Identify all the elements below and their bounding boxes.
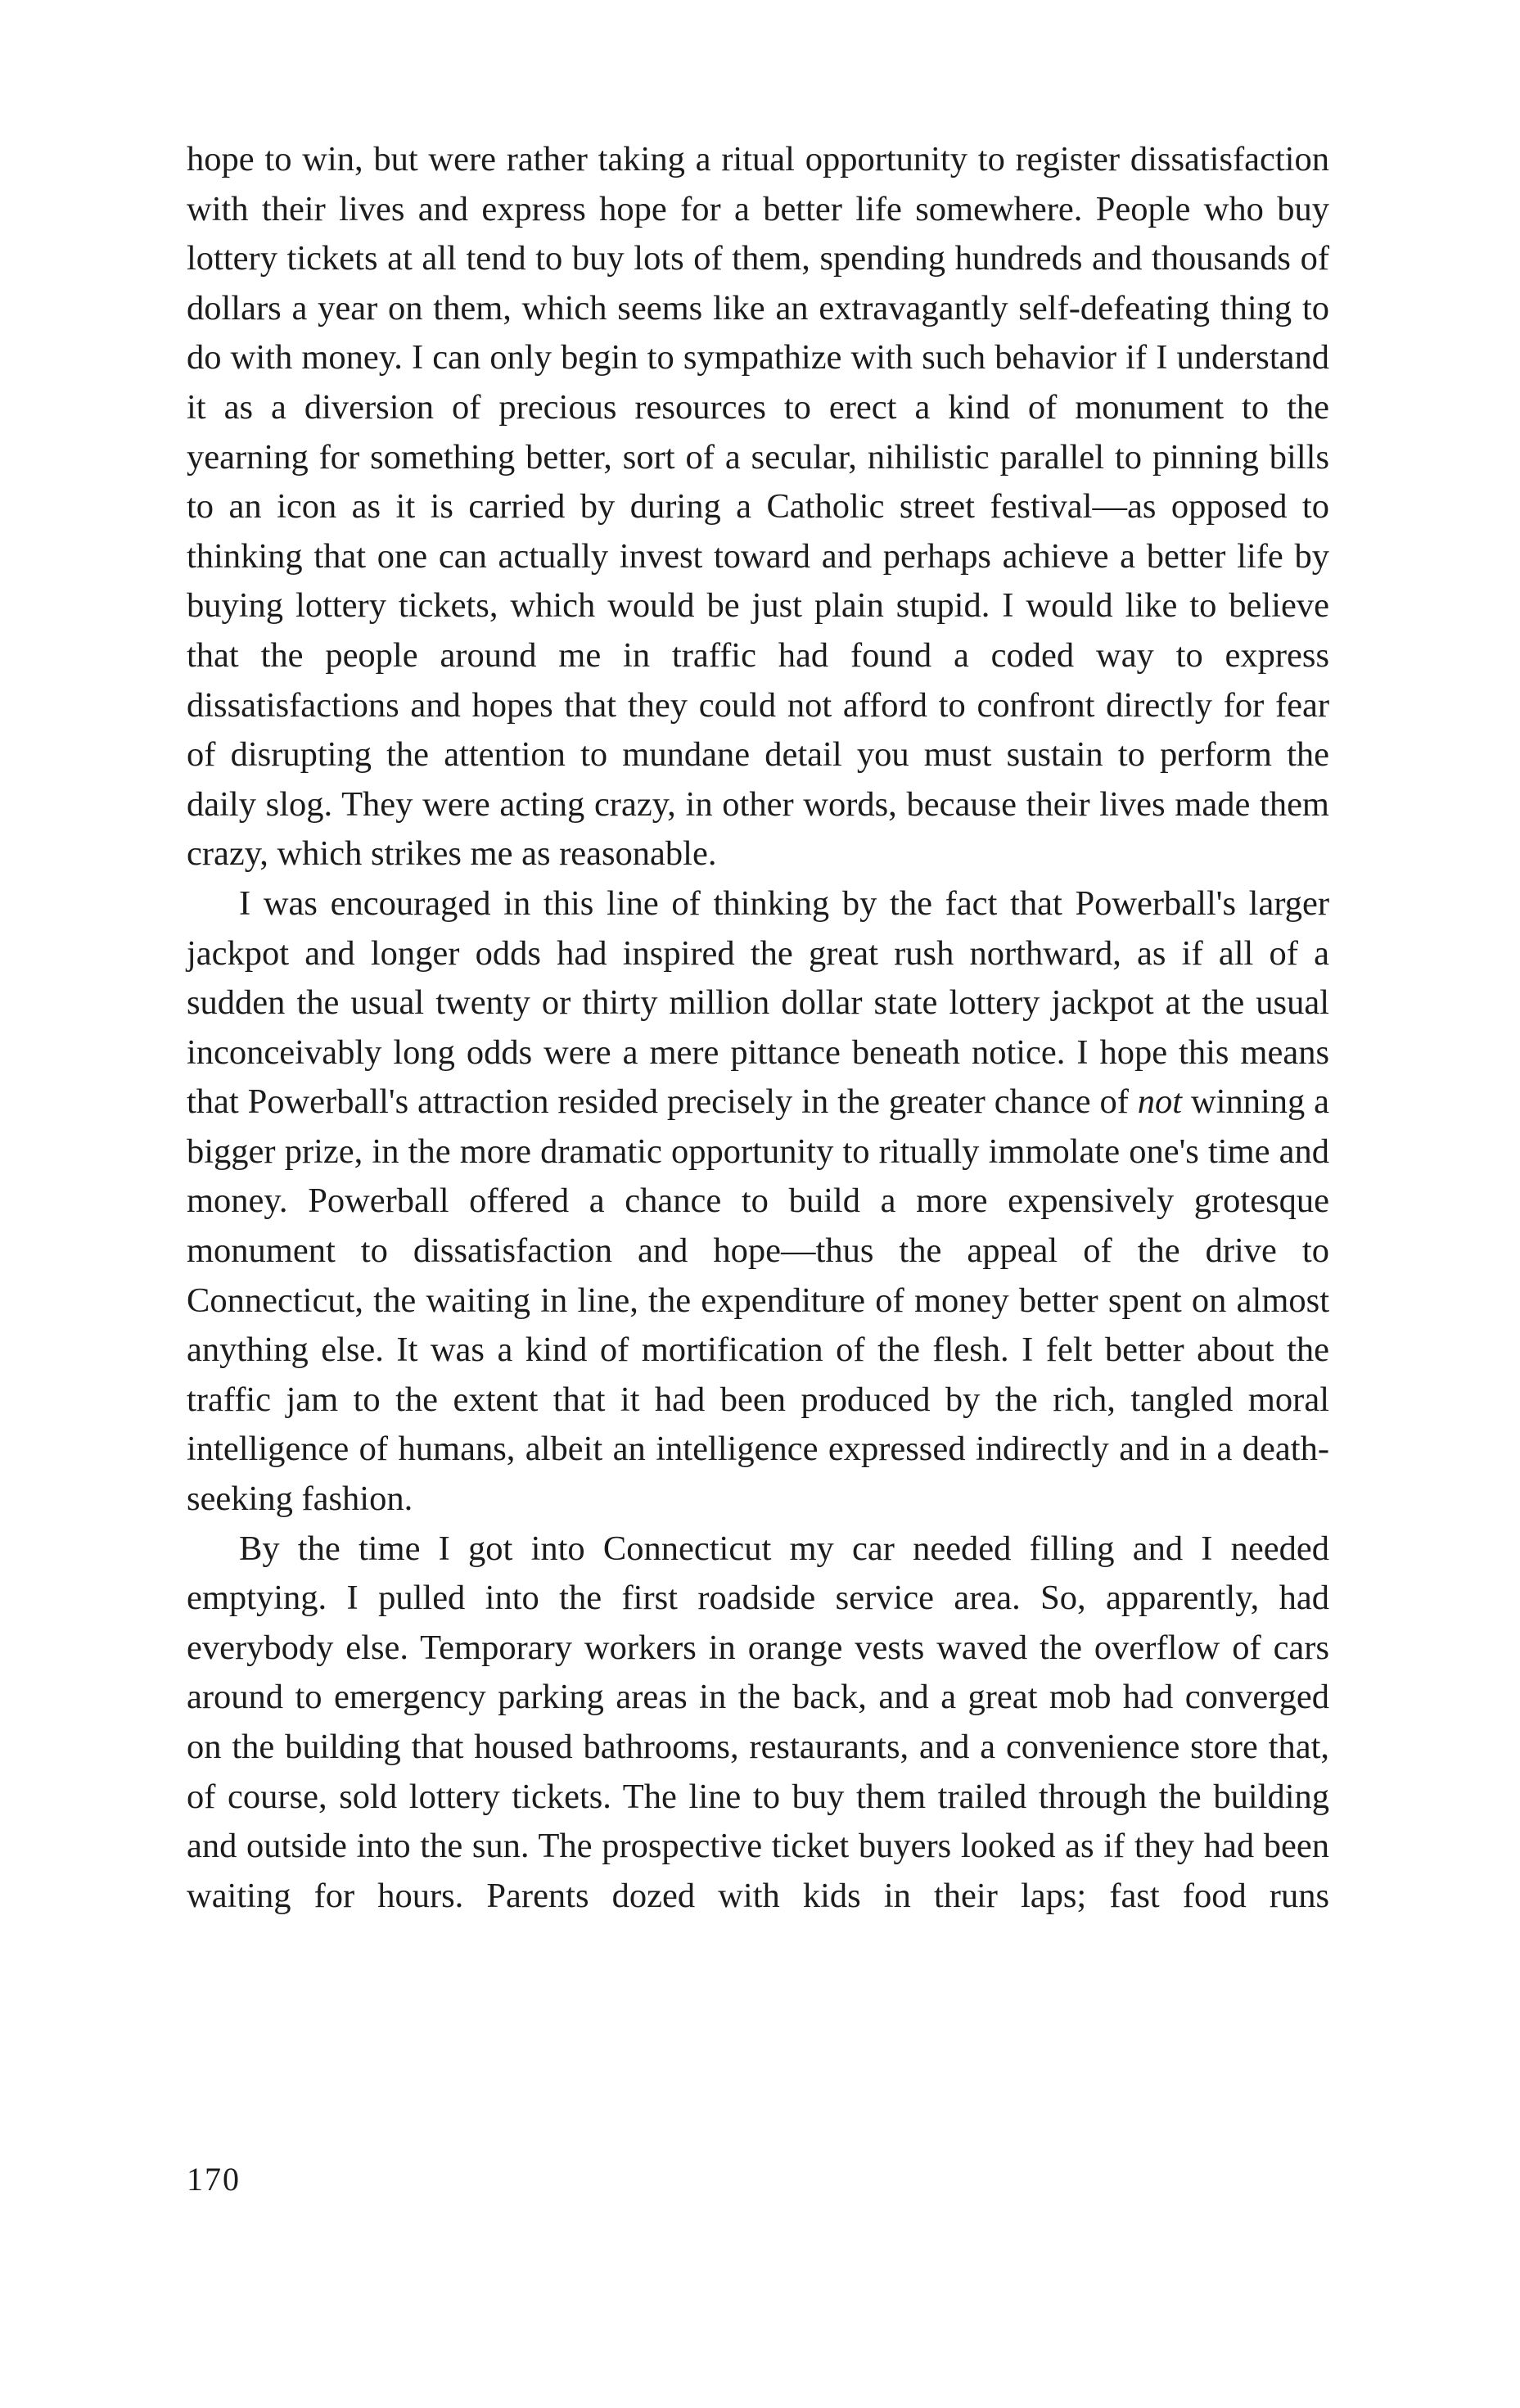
paragraph-text-after-emphasis: winning a bigger prize, in the more dramatic opportunity to ritually immolate one's time and money. Powerball offered a chance to build a more expensively grotesque monument to dissatisfaction and hope—thus the appeal of the drive to Connecticut, the waiting in line, the expenditure of money better spent on almost anything else. It was a kind of mortification of the flesh. I felt better about the traffic jam to the extent that it had been produced by the rich, tangled moral intelligence of humans, albeit an intelligence expressed indirectly and in a death-seeking fashion. — [187, 1082, 1329, 1519]
body-text — [187, 135, 1329, 1921]
paragraph-continued — [187, 135, 1329, 879]
paragraph-text-before-emphasis: I was encouraged in this line of thinking by the fact that Powerball's larger jackpot and longer odds had inspired the great rush northward, as if all of a sudden the usual twenty or thirty million dollar state lottery jackpot at the usual inconceivably long odds were a mere pittance beneath notice. I hope this means that Powerball's attraction resided precisely in the greater chance of — [187, 883, 1329, 1122]
paragraph-connecticut — [187, 1525, 1329, 1922]
paragraph-text: hope to win, but were rather taking a ritual opportunity to register dissatisfaction with their lives and express hope for a better life somewhere. People who buy lottery tickets at all tend to buy lots of them, spending hundreds and thousands of dollars a year on them, which seems like an extravagantly self-defeating thing to do with money. I can only begin to sympathize with such behavior if I understand it as a diversion of precious resources to erect a kind of monument to the yearning for something better, sort of a secular, nihilistic parallel to pinning bills to an icon as it is carried by during a Catholic street festival—as opposed to thinking that one can actually invest toward and perhaps achieve a better life by buying lottery tickets, which would be just plain stupid. I would like to believe that the people around me in traffic had found a coded way to express dissatisfactions and hopes that they could not afford to confront directly for fear of disrupting the attention to mundane detail you must sustain to perform the daily slog. They were acting crazy, in other words, because their lives made them crazy, which strikes me as reasonable. — [187, 140, 1329, 874]
page-number: 170 — [187, 2161, 241, 2198]
emphasis-text: not — [1137, 1082, 1183, 1122]
paragraph-text: By the time I got into Connecticut my car needed filling and I needed emptying. I pulled into the first roadside service area. So, apparently, had everybody else. Temporary workers in orange vests waved the overflow of cars around to emergency parking areas in the back, and a great mob had converged on the building that housed bathrooms, restaurants, and a convenience store that, of course, sold lottery tickets. The line to buy them trailed through the building and outside into the sun. The prospective ticket buyers looked as if they had been waiting for hours. Parents dozed with kids in their laps; fast food runs — [187, 1529, 1329, 1915]
paragraph-powerball — [187, 879, 1329, 1525]
